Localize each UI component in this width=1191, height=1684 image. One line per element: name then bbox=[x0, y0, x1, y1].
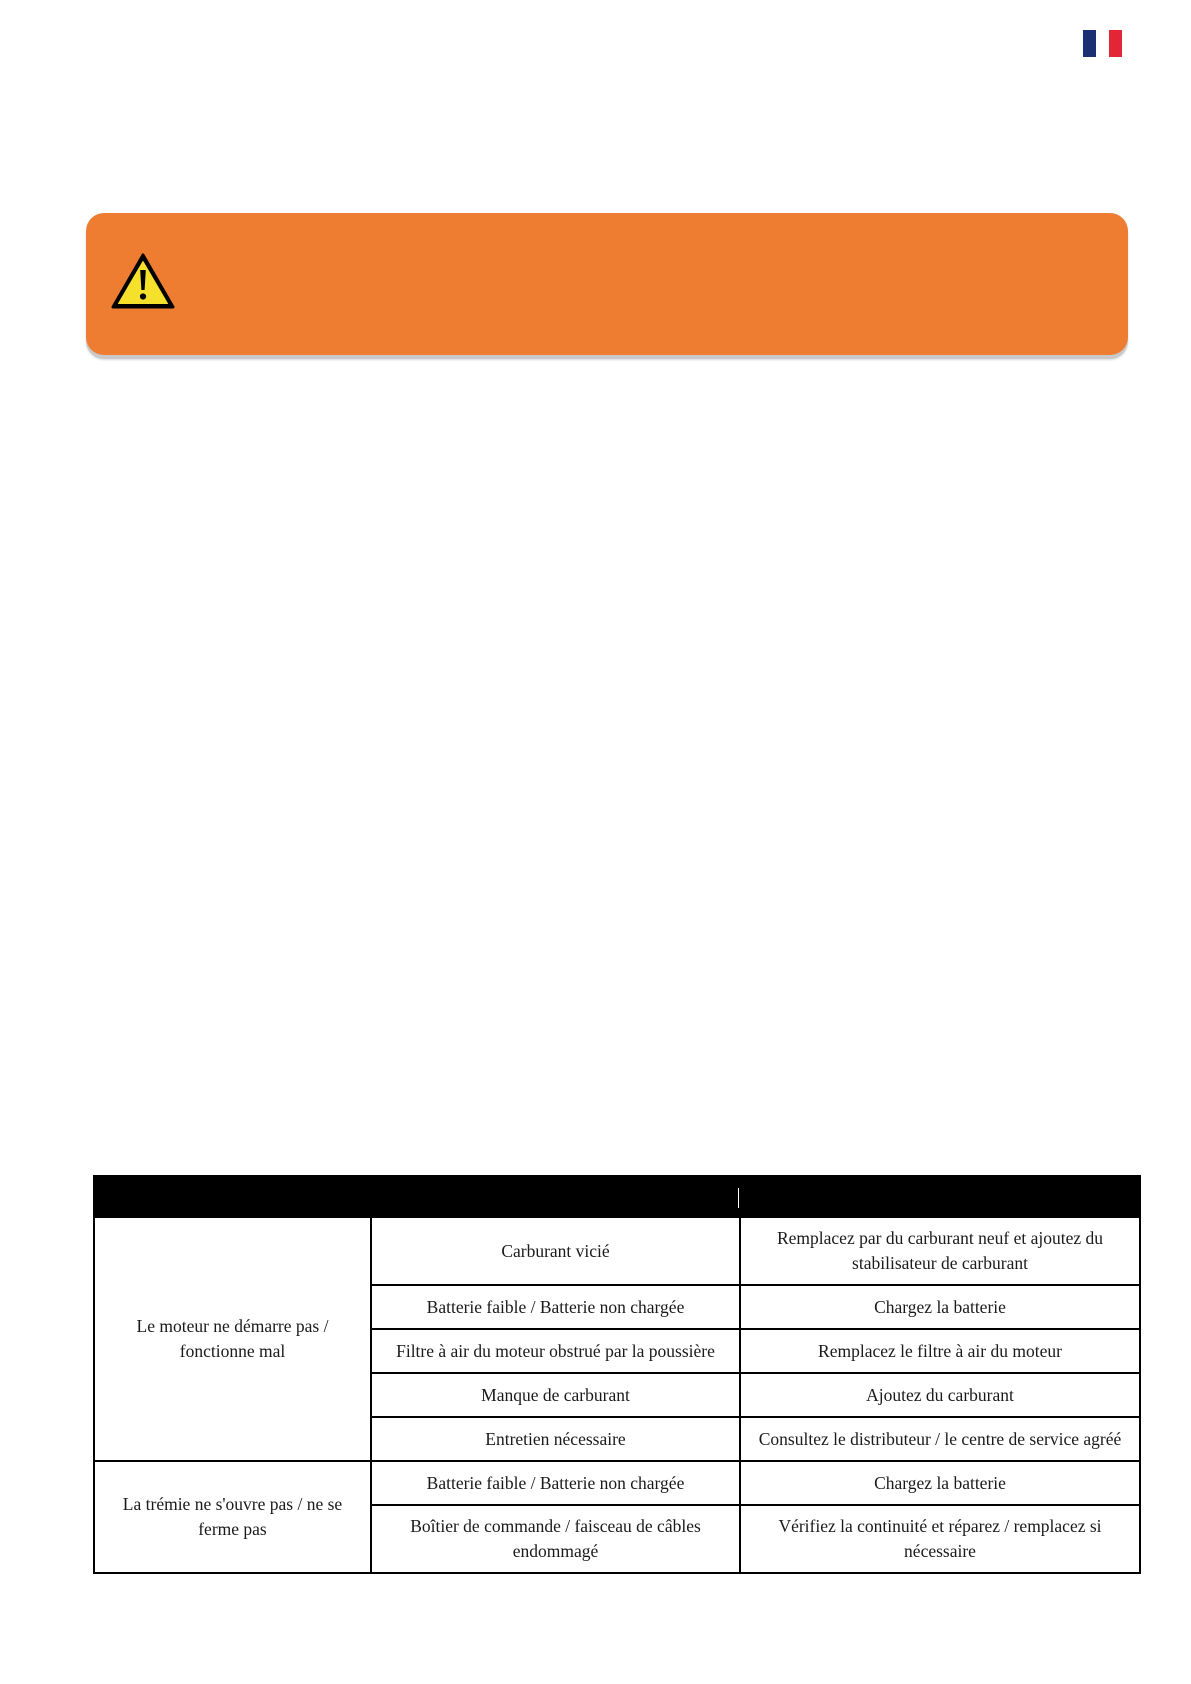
warning-triangle-icon bbox=[110, 251, 176, 311]
table-header-row bbox=[94, 1176, 1140, 1217]
flag-blue-stripe bbox=[1083, 30, 1096, 57]
cause-cell: Batterie faible / Batterie non chargée bbox=[371, 1285, 740, 1329]
warning-banner bbox=[86, 213, 1128, 355]
solution-cell: Chargez la batterie bbox=[740, 1461, 1140, 1505]
cause-cell: Batterie faible / Batterie non chargée bbox=[371, 1461, 740, 1505]
cause-cell: Boîtier de commande / faisceau de câbles endommagé bbox=[371, 1505, 740, 1573]
solution-cell: Ajoutez du carburant bbox=[740, 1373, 1140, 1417]
flag-red-stripe bbox=[1109, 30, 1122, 57]
header-problem bbox=[94, 1176, 371, 1217]
solution-cell: Remplacez le filtre à air du moteur bbox=[740, 1329, 1140, 1373]
cause-cell: Entretien nécessaire bbox=[371, 1417, 740, 1461]
solution-cell: Vérifiez la continuité et réparez / remplacez si nécessaire bbox=[740, 1505, 1140, 1573]
problem-cell: Le moteur ne démarre pas / fonctionne mal bbox=[94, 1217, 371, 1461]
table-row bbox=[94, 1217, 1140, 1285]
cause-cell: Carburant vicié bbox=[371, 1217, 740, 1285]
cause-cell: Manque de carburant bbox=[371, 1373, 740, 1417]
solution-cell: Consultez le distributeur / le centre de service agréé bbox=[740, 1417, 1140, 1461]
cause-cell: Filtre à air du moteur obstrué par la poussière bbox=[371, 1329, 740, 1373]
troubleshooting-table bbox=[93, 1175, 1141, 1574]
header-cause bbox=[371, 1176, 740, 1217]
solution-cell: Chargez la batterie bbox=[740, 1285, 1140, 1329]
french-flag-icon bbox=[1083, 30, 1122, 57]
solution-cell: Remplacez par du carburant neuf et ajoutez du stabilisateur de carburant bbox=[740, 1217, 1140, 1285]
flag-white-stripe bbox=[1096, 30, 1109, 57]
problem-cell: La trémie ne s'ouvre pas / ne se ferme pas bbox=[94, 1461, 371, 1573]
header-solution bbox=[740, 1176, 1140, 1217]
table-row bbox=[94, 1461, 1140, 1505]
header-divider bbox=[738, 1188, 739, 1208]
